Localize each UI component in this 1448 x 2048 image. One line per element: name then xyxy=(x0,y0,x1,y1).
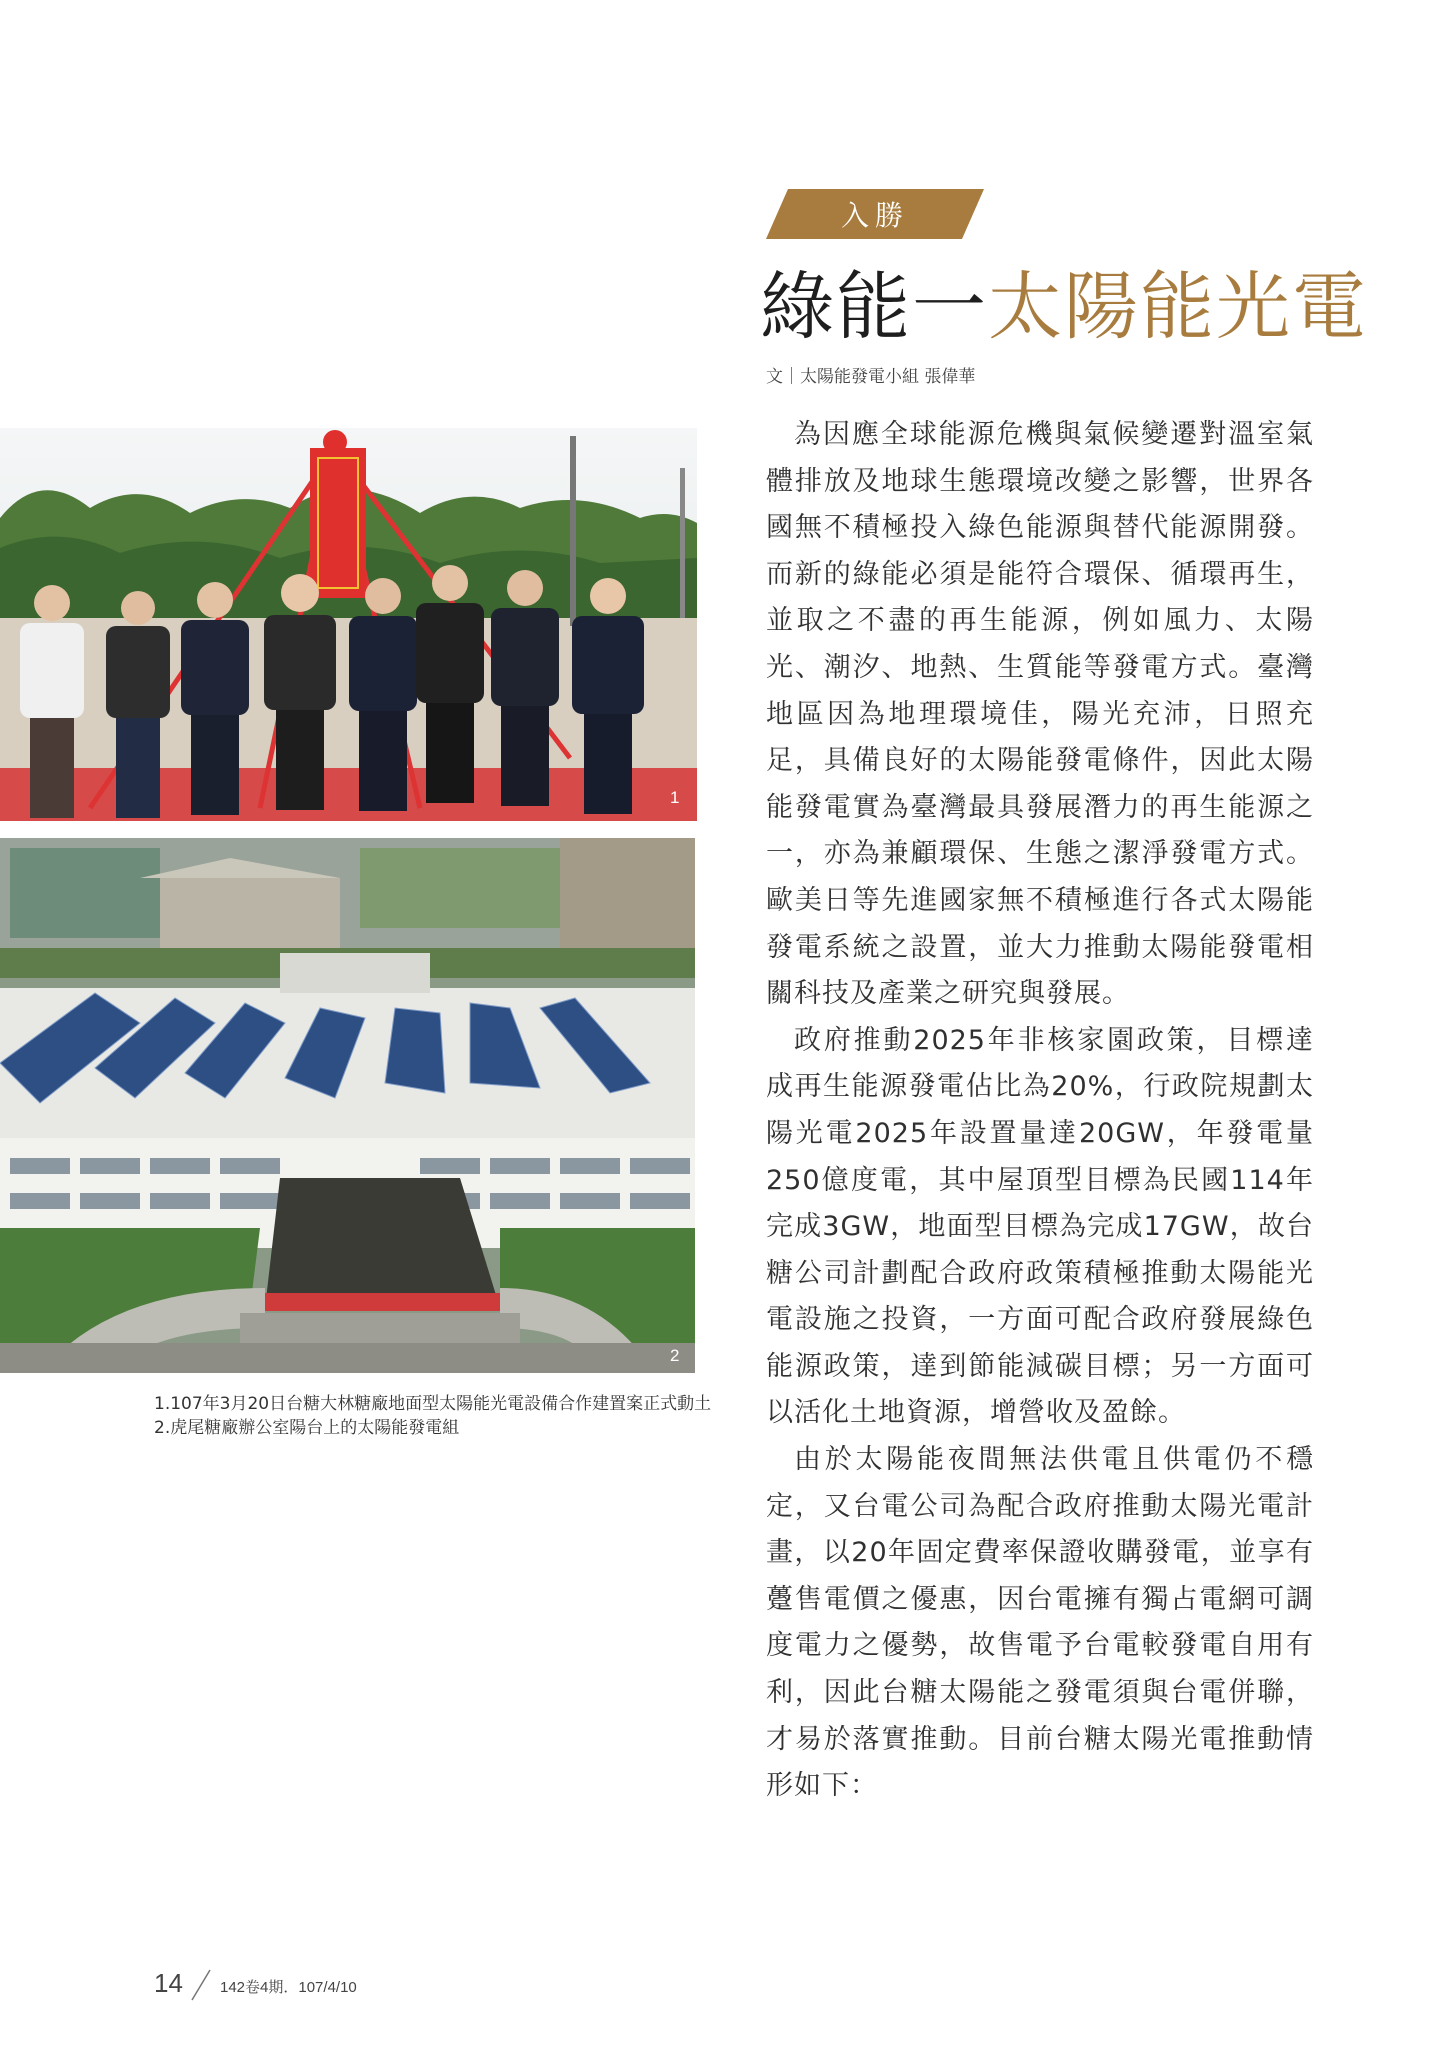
paragraph-1: 為因應全球能源危機與氣候變遷對溫室氣體排放及地球生態環境改變之影響，世界各國無不積極投入綠色能源與替代能源開發。而新的綠能必須是能符合環保、循環再生，並取之不盡的再生能源，例如風力、太陽光、潮汐、地熱、生質能等發電方式。臺灣地區因為地理環境佳，陽光充沛，日照充足，具備良好的太陽能發電條件，因此太陽能發電實為臺灣最具發展潛力的再生能源之一，亦為兼顧環保、生態之潔淨發電方式。歐美日等先進國家無不積極進行各式太陽能發電系統之設置，並大力推動太陽能發電相關科技及產業之研究與發展。 xyxy=(766,419,1314,1010)
title-part2: 太陽能光電 xyxy=(988,264,1368,350)
section-tag xyxy=(766,189,984,239)
photo-number-1: 1 xyxy=(670,788,680,807)
photo-captions xyxy=(154,1392,714,1440)
page-number: 14 xyxy=(154,1968,183,1998)
issue-info: 142卷4期．107/4/10 xyxy=(220,1979,357,1996)
footer-slash xyxy=(188,1968,214,2002)
byline: 文｜太陽能發電小組 張偉華 xyxy=(766,367,976,387)
caption-1: 1.107年3月20日台糖大林糖廠地面型太陽能光電設備合作建置案正式動土 xyxy=(154,1394,712,1414)
title-part1: 綠能一 xyxy=(760,264,988,350)
paragraph-2: 政府推動2025年非核家園政策，目標達成再生能源發電佔比為20%，行政院規劃太陽光電2025年設置量達20GW，年發電量250億度電，其中屋頂型目標為民國114年完成3GW，地面型目標為完成17GW，故台糖公司計劃配合政府政策積極推動太陽能光電設施之投資，一方面可配合政府發展綠色能源政策，達到節能減碳目標；另一方面可以活化土地資源，增營收及盈餘。 xyxy=(766,1024,1314,1429)
article-title xyxy=(760,262,1368,352)
photo-groundbreaking xyxy=(0,428,697,821)
article-body xyxy=(766,412,1314,1810)
rooftop-solar-illustration xyxy=(0,838,695,1373)
photo-number-2: 2 xyxy=(670,1346,680,1365)
caption-2: 2.虎尾糖廠辦公室陽台上的太陽能發電組 xyxy=(154,1418,460,1438)
photo-rooftop-solar xyxy=(0,838,695,1373)
groundbreaking-illustration xyxy=(0,428,697,821)
section-tag-label: 入勝 xyxy=(840,199,909,232)
paragraph-3: 由於太陽能夜間無法供電且供電仍不穩定，又台電公司為配合政府推動太陽光電計畫，以20年固定費率保證收購發電，並享有躉售電價之優惠，因台電擁有獨占電網可調度電力之優勢，故售電予台電較發電自用有利，因此台糖太陽能之發電須與台電併聯，才易於落實推動。目前台糖太陽光電推動情形如下： xyxy=(766,1444,1314,1802)
